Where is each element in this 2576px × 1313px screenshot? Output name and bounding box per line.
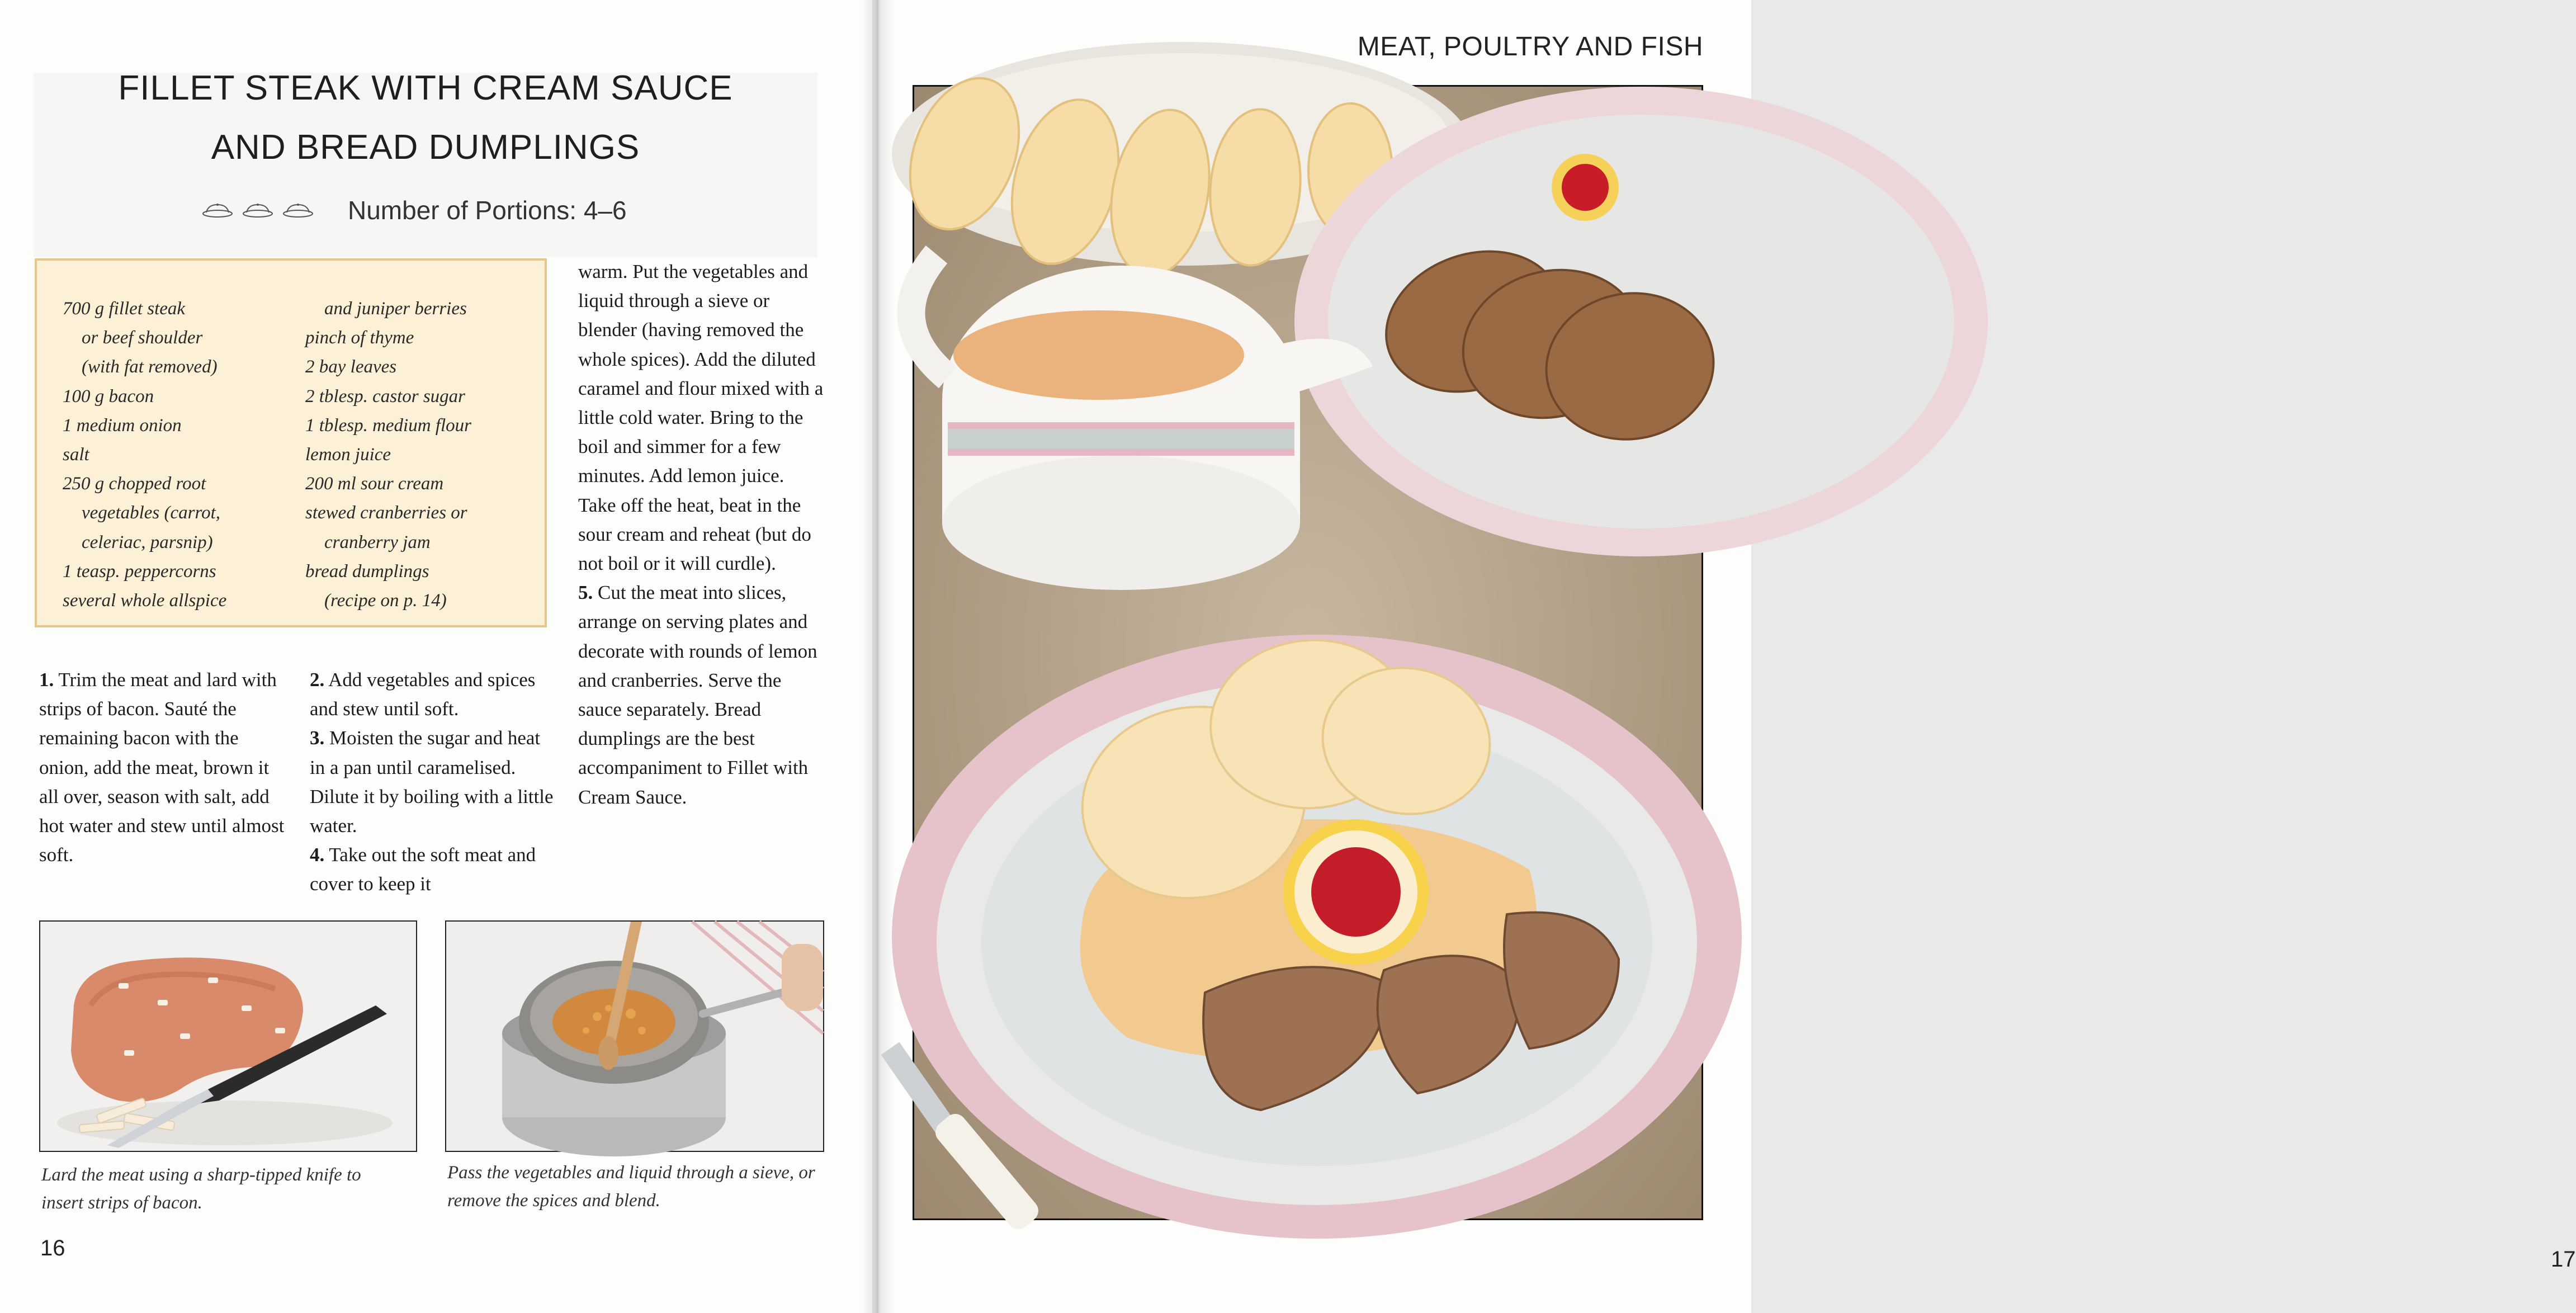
ingredient-line: salt (63, 445, 89, 465)
ingredient-line: several whole allspice (63, 591, 227, 611)
portion-icons (201, 202, 314, 218)
step-text: Trim the meat and lard with strips of bacon. Sauté the remaining bacon with the onion, add the meat, brown it all over, season with salt, add hot water and stew until almost soft. (39, 669, 285, 866)
book-gutter (861, 0, 895, 1313)
ingredient-line: 1 medium onion (63, 415, 182, 436)
step-2 (310, 665, 556, 724)
dish-icon (201, 202, 234, 218)
step-4-continued (578, 257, 824, 578)
ingredient-line: 100 g bacon (63, 386, 154, 407)
ingredients-column-1 (63, 294, 226, 615)
ingredient-line: lemon juice (305, 445, 391, 465)
ingredient-line: 2 tblesp. castor sugar (305, 386, 466, 407)
step-4 (310, 840, 556, 899)
page-number-left: 16 (40, 1236, 65, 1260)
step-3 (310, 724, 556, 840)
step-text: Take out the soft meat and cover to keep it (310, 844, 536, 895)
photo-finished-dish (913, 85, 1703, 1220)
method-column-1 (39, 665, 285, 870)
ingredient-line: (with fat removed) (82, 357, 218, 377)
method-column-3 (578, 257, 824, 812)
recipe-title-line-2: AND BREAD DUMPLINGS (211, 128, 640, 167)
page-number-right: 17 (2551, 1247, 2576, 1272)
dish-icon (282, 202, 314, 218)
caption-larding: Lard the meat using a sharp-tipped knife to insert strips of bacon. (41, 1165, 361, 1213)
step-number: 1. (39, 669, 54, 691)
ingredient-line: 1 teasp. peppercorns (63, 561, 216, 582)
step-1 (39, 665, 285, 870)
larding-meat-illustration (40, 922, 416, 1151)
ingredient-line: or beef shoulder (82, 328, 203, 348)
step-text: Add vegetables and spices and stew until soft. (310, 669, 536, 720)
sieve-illustration (446, 922, 823, 1151)
step-text: warm. Put the vegetables and liquid through a sieve or blender (having removed the whole spices). Add the diluted caramel and flour mixed with a little cold water. Bring to the boil and simmer for a few minutes. Add lemon juice. Take off the heat, beat in the sour cream and reheat (but do not boil or it will curdle). (578, 261, 824, 575)
left-page (0, 0, 872, 1313)
ingredient-line: pinch of thyme (305, 328, 414, 348)
ingredient-line: and juniper berries (324, 299, 467, 319)
step-number: 5. (578, 582, 593, 604)
portions-label: Number of Portions: 4–6 (348, 196, 627, 225)
ingredient-line: 700 g fillet steak (63, 299, 186, 319)
step-number: 4. (310, 844, 325, 866)
ingredient-line: celeriac, parsnip) (82, 532, 213, 552)
finished-dish-illustration (914, 87, 1701, 1218)
photo-larding-meat (39, 920, 417, 1152)
portions-row (201, 193, 705, 227)
method-column-2 (310, 665, 556, 899)
caption-sieve: Pass the vegetables and liquid through a sieve, or remove the spices and blend. (447, 1163, 815, 1211)
ingredient-line: stewed cranberries or (305, 503, 467, 523)
section-header: MEAT, POULTRY AND FISH (1357, 32, 1703, 62)
photo-sieve (445, 920, 824, 1152)
step-number: 2. (310, 669, 325, 691)
dish-icon (242, 202, 274, 218)
ingredients-column-2 (305, 294, 471, 615)
ingredient-line: 2 bay leaves (305, 357, 397, 377)
step-number: 3. (310, 727, 325, 749)
step-text: Cut the meat into slices, arrange on serving plates and decorate with rounds of lemon and cranberries. Serve the sauce separately. Bread dumplings are the best accompaniment to Fillet with Cream Sauce. (578, 582, 817, 808)
ingredient-line: cranberry jam (324, 532, 431, 552)
ingredients-box (35, 258, 547, 627)
ingredient-line: 200 ml sour cream (305, 474, 444, 494)
ingredient-line: (recipe on p. 14) (324, 591, 447, 611)
step-5 (578, 578, 824, 812)
ingredient-line: bread dumplings (305, 561, 429, 582)
step-text: Moisten the sugar and heat in a pan until caramelised. Dilute it by boiling with a little water. (310, 727, 554, 837)
recipe-title-line-1: FILLET STEAK WITH CREAM SAUCE (118, 69, 733, 107)
ingredient-line: 1 tblesp. medium flour (305, 415, 471, 436)
ingredient-line: vegetables (carrot, (82, 503, 221, 523)
ingredient-line: 250 g chopped root (63, 474, 206, 494)
